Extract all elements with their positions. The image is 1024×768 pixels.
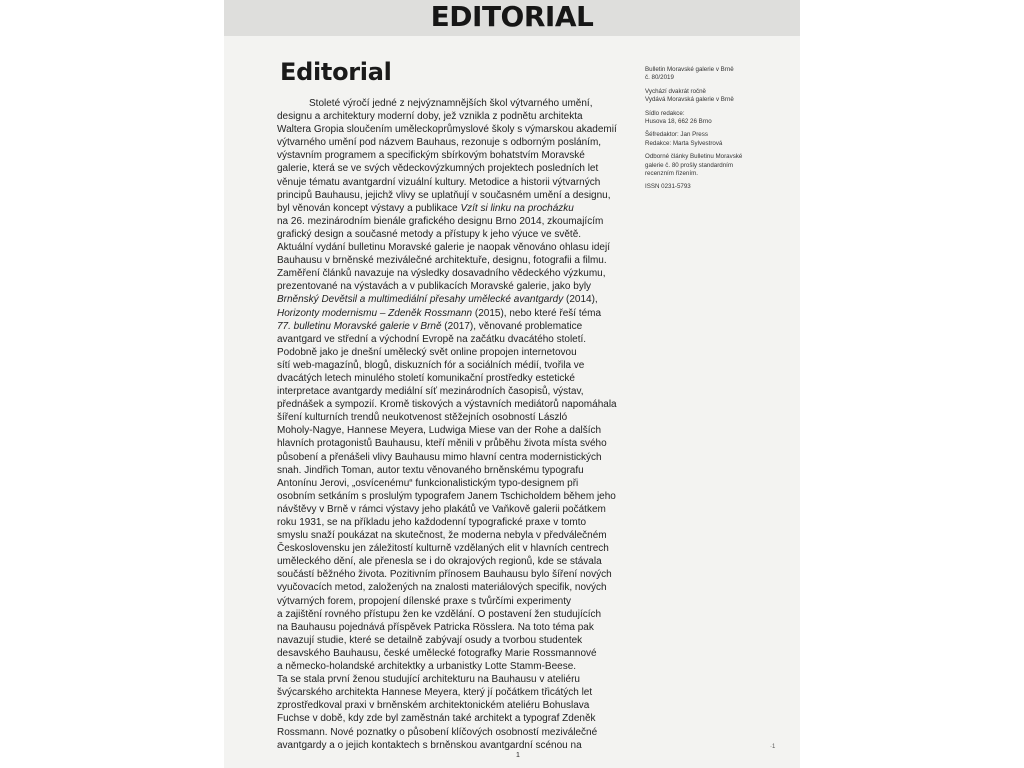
colophon-line: Husova 18, 662 26 Brno bbox=[645, 118, 712, 126]
body-line: Bauhausu v brněnské meziválečné architektuře, designu, fotografii a filmu. bbox=[277, 255, 607, 267]
body-line: a německo-holandské architektky a urbanistky Lotte Stamm-Beese. bbox=[277, 661, 577, 673]
body-line: dvacátých letech minulého století komunikační prostředky estetické bbox=[277, 372, 575, 384]
body-line: působení a přenášeli vlivy Bauhausu mimo hlavní centra modernistických bbox=[277, 451, 602, 463]
body-line: návštěvy v Brně v rámci výstavy jeho plakátů ve Vaňkově galerii počátkem bbox=[277, 503, 606, 515]
body-line: Horizonty modernismu – Zdeněk Rossmann (2015), nebo které řeší téma bbox=[277, 307, 602, 319]
body-line: vyučovacích metod, založených na znalosti materiálových specifik, nových bbox=[277, 582, 607, 594]
body-line: výtvarných forem, propojení dílenské praxe s tvůrčími experimenty bbox=[277, 595, 572, 607]
colophon-line: ISSN 0231-5793 bbox=[645, 183, 691, 191]
body-line: navazují studie, které se detailně zabývají osudy a tvorbou studentek bbox=[277, 634, 583, 646]
colophon-line: Redakce: Marta Sylvestrová bbox=[645, 139, 723, 147]
body-line: na Bauhausu pojednává příspěvek Patricka Rösslera. Na toto téma pak bbox=[277, 621, 594, 633]
body-line: Podobně jako je dnešní umělecký svět online propojen internetovou bbox=[277, 346, 577, 358]
colophon-block bbox=[645, 88, 795, 105]
body-line: Československu jen záležitostí kulturně vzdělaných elit v hlavních centrech bbox=[277, 543, 609, 555]
body-line: výtvarného umění pod názvem Bauhaus, rezonuje s odborným posláním, bbox=[277, 137, 602, 149]
body-line: avantgard ve střední a východní Evropě na začátku dvacátého století. bbox=[277, 333, 587, 345]
page-number: 1 bbox=[516, 752, 520, 759]
body-line: Zaměření článků navazuje na výsledky dosavadního vědeckého výzkumu, bbox=[277, 268, 606, 280]
colophon-line: galerie č. 80 prošly standardním bbox=[645, 161, 734, 169]
body-line: a zajištění rovného přístupu žen ke vzdělání. O postavení žen studujících bbox=[277, 608, 602, 620]
colophon-line: recenzním řízením. bbox=[645, 170, 698, 178]
body-line: smyslu snaží poukázat na skutečnost, že moderna nebyla v předválečném bbox=[277, 530, 607, 542]
running-head: EDITORIAL bbox=[430, 0, 594, 33]
body-line: Stoleté výročí jedné z nejvýznamnějších škol výtvarného umění, bbox=[309, 98, 593, 109]
colophon-line: Šéfredaktor: Jan Press bbox=[645, 131, 708, 139]
body-line: sítí web-magazínů, blogů, diskuzních fór a sociálních médií, tvořila ve bbox=[277, 359, 585, 371]
body-line: Aktuální vydání bulletinu Moravské galerie je naopak věnováno ohlasu idejí bbox=[277, 242, 610, 254]
body-line: výstavním programem a specifickým sbírkovým bohatstvím Moravské bbox=[277, 150, 585, 162]
italic-title: 77. bulletinu Moravské galerie v Brně bbox=[277, 320, 442, 332]
document-page bbox=[224, 0, 800, 768]
body-line: uměleckého dění, ale přenesla se i do okrajových regionů, kde se stávala bbox=[277, 556, 602, 568]
article-body bbox=[277, 97, 617, 752]
body-line: Waltera Gropia sloučením uměleckoprůmyslové školy s výmarskou akademií bbox=[277, 124, 617, 136]
body-line: roku 1931, se na příkladu jeho každodenní typografické praxe v tomto bbox=[277, 517, 587, 528]
colophon-line: Vydává Moravská galerie v Brně bbox=[645, 96, 734, 104]
colophon-block bbox=[645, 153, 795, 178]
body-line: galerie, která se ve svých vědeckovýzkumných projektech posledních let bbox=[277, 163, 599, 175]
italic-title: Vzít si linku na procházku bbox=[460, 202, 574, 214]
body-line: snah. Jindřich Toman, autor textu věnovaného brněnskému typografu bbox=[277, 464, 584, 476]
corner-mark: ·1 bbox=[770, 744, 776, 750]
body-line: byl věnován koncept výstavy a publikace Vzít si linku na procházku bbox=[277, 202, 574, 214]
body-line: součástí běžného života. Pozitivním přínosem Bauhausu bylo šíření nových bbox=[277, 569, 612, 581]
colophon-line: Odborné články Bulletinu Moravské bbox=[645, 153, 743, 161]
body-line: věnuje tématu avantgardní vizuální kultury. Metodice a historii výtvarných bbox=[277, 176, 601, 188]
colophon-line: Vychází dvakrát ročně bbox=[645, 87, 706, 95]
body-line: hlavních protagonistů Bauhausu, kteří měnili v průběhu života místa svého bbox=[277, 438, 607, 450]
body-line: přednášek a sympozií. Kromě tiskových a výstavních mediátorů napomáhala bbox=[277, 399, 617, 411]
body-line: prezentované na výstavách a v publikacích Moravské galerie, jako byly bbox=[277, 281, 592, 293]
body-line: 77. bulletinu Moravské galerie v Brně (2017), věnované problematice bbox=[277, 320, 583, 332]
body-line: švýcarského architekta Hannese Meyera, který jí počátkem třicátých let bbox=[277, 687, 593, 699]
colophon-line: Bulletin Moravské galerie v Brně bbox=[645, 66, 734, 73]
body-line: na 26. mezinárodním bienále grafického designu Brno 2014, zkoumajícím bbox=[277, 215, 604, 227]
colophon-block bbox=[645, 131, 795, 148]
body-line: avantgardy a o jejich kontaktech s brněnskou avantgardní scénou na bbox=[277, 739, 582, 751]
body-line: Antonínu Jerovi, „osvícenému“ funkcionalistickým typo-designem při bbox=[277, 477, 579, 489]
body-line: Ta se stala první ženou studující architekturu na Bauhausu v ateliéru bbox=[277, 674, 580, 686]
article-title: Editorial bbox=[280, 58, 392, 86]
italic-title: Horizonty modernismu – Zdeněk Rossmann bbox=[277, 307, 473, 319]
header-band bbox=[224, 0, 800, 36]
colophon-block bbox=[645, 110, 795, 127]
body-line: principů Bauhausu, jejichž vlivy se uplatňují v současném umění a designu, bbox=[277, 189, 611, 201]
body-line: šíření kulturních trendů neukotvenost stěžejních osobností László bbox=[277, 412, 568, 424]
body-line: zprostředkoval praxi v brněnském architektonickém ateliéru Bohuslava bbox=[277, 700, 590, 712]
colophon-line: č. 80/2019 bbox=[645, 74, 674, 82]
body-line: desavského Bauhausu, české umělecké fotografky Marie Rossmannové bbox=[277, 647, 597, 659]
colophon-block bbox=[645, 66, 795, 83]
body-line: Fuchse v době, kdy zde byl zaměstnán také architekt a typograf Zdeněk bbox=[277, 713, 596, 725]
colophon-line: Sídlo redakce: bbox=[645, 109, 685, 117]
colophon-block bbox=[645, 183, 795, 191]
body-line: designu a architektury moderní doby, jež vznikla z podnětu architekta bbox=[277, 111, 583, 123]
body-line: interpretace avantgardy mediální síť mezinárodních časopisů, výstav, bbox=[277, 386, 584, 398]
body-line: Moholy-Nagye, Hannese Meyera, Ludwiga Miese van der Rohe a dalších bbox=[277, 425, 602, 437]
body-line: Brněnský Devětsil a multimediální přesahy umělecké avantgardy (2014), bbox=[277, 294, 598, 306]
body-line: grafický design a současné metody a přístupy k jeho výuce ve světě. bbox=[277, 228, 582, 240]
italic-title: Brněnský Devětsil a multimediální přesahy umělecké avantgardy bbox=[277, 294, 564, 306]
colophon bbox=[645, 66, 795, 197]
body-line: Rossmann. Nové poznatky o působení klíčových osobností meziválečné bbox=[277, 726, 598, 738]
body-line: osobním setkáním s proslulým typografem Janem Tschicholdem během jeho bbox=[277, 490, 616, 502]
